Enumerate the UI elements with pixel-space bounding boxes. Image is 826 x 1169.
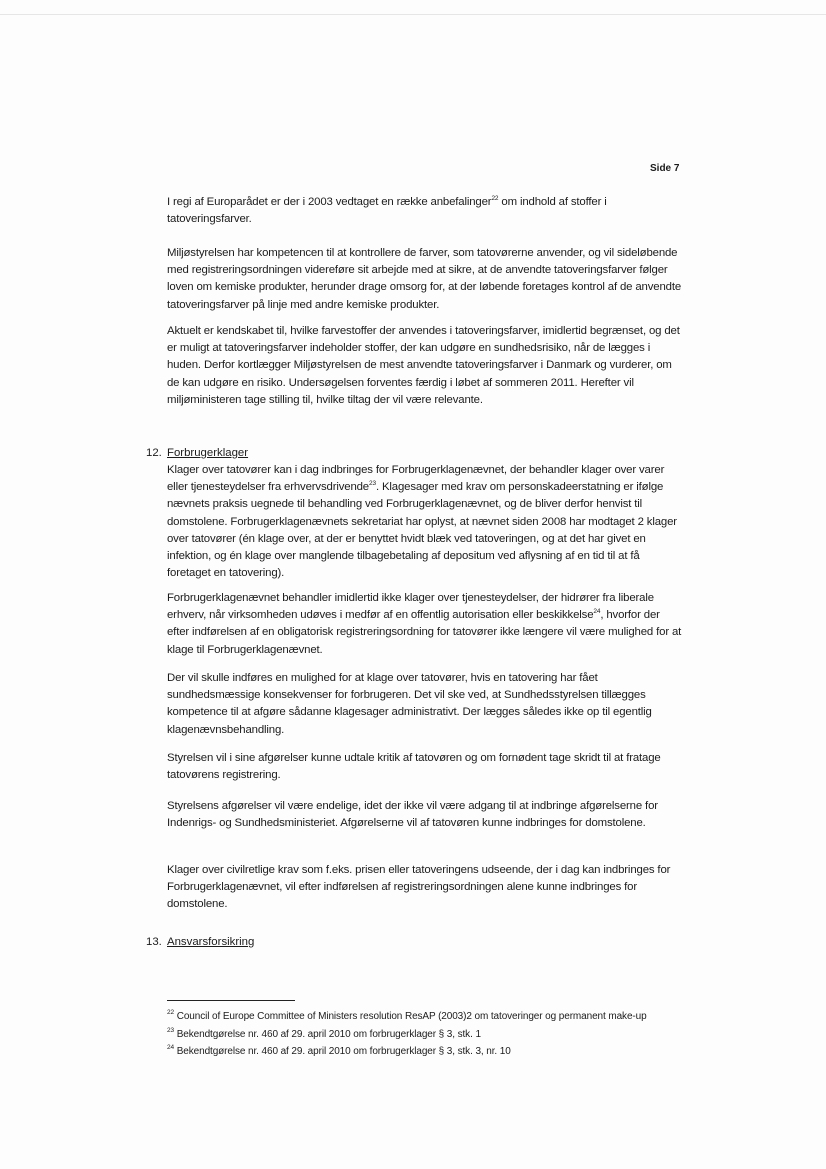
footnote-22 xyxy=(167,1008,683,1026)
footnote-number: 23 xyxy=(167,1026,175,1034)
footnote-ref-23: 23 xyxy=(369,480,376,488)
paragraph-text-tail: . Klagesager med krav om personskadeerstatning er ifølge nævnets praksis uegnede til behandling ved Forbrugerklagenævnet, og de bliver derfor henvist til domstolene. Forbrugerklagenævnets sekretariat har oplyst, at nævnet siden 2008 har modtaget 2 klager over tatovører (én klage over, at der er benyttet hvidt blæk ved tatoveringen, og at det har givet en infektion, og én klage over manglende tilbagebetaling af depositum ved aflysning af en tid til at få foretaget en tatovering). xyxy=(167,481,677,580)
paragraph-text: Der vil skulle indføres en mulighed for at klage over tatovører, hvis en tatovering har fået sundhedsmæssige konsekvenser for forbrugeren. Det vil ske ved, at Sundhedsstyrelsen tillægges kompetence til at afgøre sådanne klagesager administrativt. Der lægges således ikke op til egentlig klagenævnsbehandling. xyxy=(167,672,652,736)
paragraph-text-tail: , hvorfor der efter indførelsen af en obligatorisk registreringsordning for tatovører ikke længere vil være mulighed for at klage til Forbrugerklagenævnet. xyxy=(167,609,682,656)
footnote-ref-22: 22 xyxy=(491,195,499,202)
footnote-number: 24 xyxy=(167,1044,175,1051)
section-number: 13. xyxy=(146,936,162,948)
paragraph-miljostyrelsen xyxy=(167,245,683,314)
paragraph-civil-claims xyxy=(167,862,683,914)
paragraph-final-decisions xyxy=(167,798,683,832)
paragraph-text: Klager over civilretlige krav som f.eks. prisen eller tatoveringens udseende, der i dag kan indbringes for Forbrugerklagenævnet, vil efter indførelsen af registreringsordningen alene kunne indbringes for domstolene. xyxy=(167,864,671,911)
footnote-text: Council of Europe Committee of Ministers resolution ResAP (2003)2 om tatoveringer og permanent make-up xyxy=(174,1011,647,1022)
footnote-separator xyxy=(167,1000,295,1001)
scan-edge-line xyxy=(0,14,826,15)
section-number: 12. xyxy=(146,447,162,459)
footnote-text: Bekendtgørelse nr. 460 af 29. april 2010 om forbrugerklager § 3, stk. 3, nr. 10 xyxy=(174,1046,511,1057)
section-heading-12 xyxy=(146,445,248,462)
paragraph-text: I regi af Europarådet er der i 2003 vedtaget en række anbefalinger xyxy=(167,196,492,208)
page-number: Side 7 xyxy=(650,163,680,174)
footnote-text: Bekendtgørelse nr. 460 af 29. april 2010 om forbrugerklager § 3, stk. 1 xyxy=(174,1028,481,1040)
footnote-ref-24: 24 xyxy=(593,608,601,616)
paragraph-europe-recommendations xyxy=(167,194,683,228)
paragraph-complaints-intro xyxy=(167,462,683,582)
footnotes xyxy=(167,1008,683,1061)
paragraph-criticism xyxy=(167,750,683,784)
section-heading-13 xyxy=(146,934,254,951)
paragraph-text-tail: om indhold af stoffer i tatoveringsfarver. xyxy=(167,196,607,226)
footnote-24 xyxy=(167,1043,683,1061)
paragraph-text: Styrelsen vil i sine afgørelser kunne udtale kritik af tatovøren og om fornødent tage skridt til at fratage tatovørens registrering. xyxy=(167,752,661,782)
paragraph-text: Forbrugerklagenævnet behandler imidlertid ikke klager over tjenesteydelser, der hidrører fra liberale erhverv, når virksomheden udøves i medfør af en offentlig autorisation eller beskikkelse xyxy=(167,592,654,622)
paragraph-liberal-professions xyxy=(167,590,683,659)
footnote-number: 22 xyxy=(167,1009,175,1016)
paragraph-text: Aktuelt er kendskabet til, hvilke farvestoffer der anvendes i tatoveringsfarver, imidlertid begrænset, og det er muligt at tatoveringsfarver indeholder stoffer, der kan udgøre en sundhedsrisiko, når de lægges i huden. Derfor kortlægger Miljøstyrelsen de mest anvendte tatoveringsfarver i Danmark og vurderer, om de kan udgøre en risiko. Undersøgelsen forventes færdig i løbet af sommeren 2011. Herefter vil miljøministeren tage stilling til, hvilke tiltag der vil være relevante. xyxy=(167,325,680,406)
section-title: Ansvarsforsikring xyxy=(167,936,255,948)
paragraph-text: Styrelsens afgørelser vil være endelige, idet der ikke vil være adgang til at indbringe afgørelserne for Indenrigs- og Sundhedsministeriet. Afgørelserne vil af tatovøren kunne indbringes for domstolene. xyxy=(167,800,658,830)
paragraph-current-knowledge xyxy=(167,323,683,409)
section-title: Forbrugerklager xyxy=(167,447,249,459)
paragraph-text: Klager over tatovører kan i dag indbringes for Forbrugerklagenævnet, der behandler klager over varer eller tjenesteydelser fra erhvervsdrivende xyxy=(167,464,665,494)
paragraph-complaint-option xyxy=(167,670,683,739)
footnote-23 xyxy=(167,1026,683,1044)
paragraph-text: Miljøstyrelsen har kompetencen til at kontrollere de farver, som tatovørerne anvender, og vil sideløbende med registreringsordningen videreføre sit arbejde med at sikre, at de anvendte tatoveringsfarver følger loven om kemiske produkter, herunder drage omsorg for, at der løbende foretages kontrol af de anvendte tatoveringsfarver på linje med andre kemiske produkter. xyxy=(167,247,682,311)
